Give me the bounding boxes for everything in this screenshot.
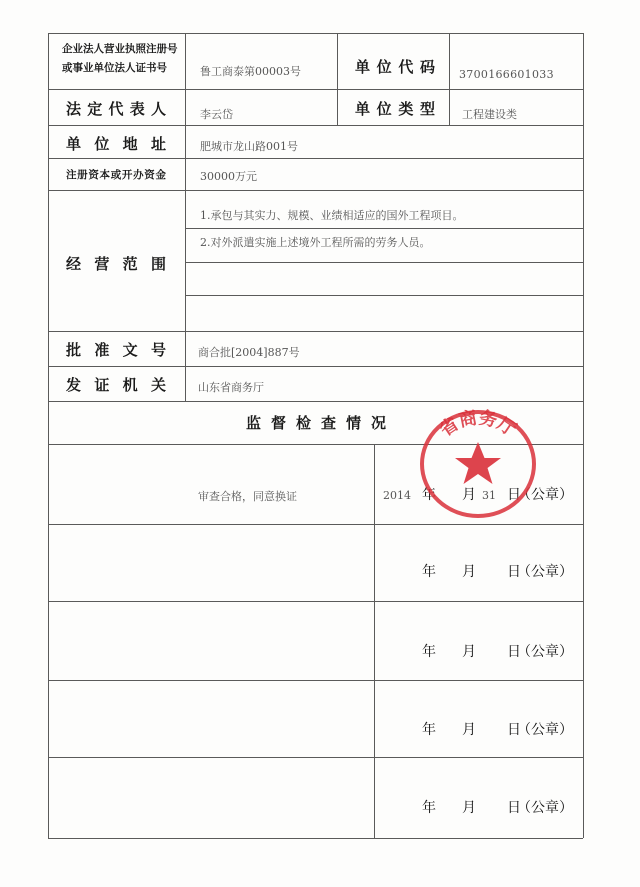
scope-label: 经营范围	[66, 255, 166, 273]
sup2-month: 月	[462, 564, 476, 580]
approval-value: 商合批[2004]887号	[198, 346, 300, 359]
sup3-year: 年	[422, 644, 436, 660]
rule	[48, 190, 583, 191]
rule	[48, 838, 583, 839]
sup2-year: 年	[422, 564, 436, 580]
capital-value: 30000万元	[200, 170, 257, 183]
sup1-month: 月	[462, 487, 476, 503]
sup3-seal: （公章）	[517, 644, 573, 660]
reg-value: 鲁工商泰第00003号	[200, 65, 301, 78]
sup2-seal: （公章）	[517, 564, 573, 580]
rule	[185, 228, 583, 229]
sup1-year: 年	[422, 487, 436, 503]
rule	[48, 366, 583, 367]
rule	[48, 125, 583, 126]
sup4-day: 日	[507, 722, 521, 738]
addr-value: 肥城市龙山路001号	[200, 140, 298, 153]
rule	[583, 33, 584, 838]
issuer-value: 山东省商务厅	[198, 381, 264, 394]
rule	[48, 331, 583, 332]
sup5-year: 年	[422, 800, 436, 816]
scope-item-1: 1.承包与其实力、规模、业绩相适应的国外工程项目。	[200, 209, 464, 222]
capital-label: 注册资本或开办资金	[66, 169, 166, 181]
sup1-year-value: 2014	[383, 489, 411, 502]
sup4-year: 年	[422, 722, 436, 738]
official-seal-stamp	[410, 400, 545, 525]
rule	[48, 33, 583, 34]
sup3-month: 月	[462, 644, 476, 660]
type-value: 工程建设类	[462, 108, 517, 121]
rule	[337, 33, 338, 125]
rule	[449, 33, 450, 125]
supervision-note: 审查合格，同意换证	[198, 490, 297, 503]
seal-text: 省商务厅	[436, 407, 520, 441]
reg-label-line1: 企业法人营业执照注册号	[62, 43, 178, 55]
sup5-month: 月	[462, 800, 476, 816]
sup2-day: 日	[507, 564, 521, 580]
issuer-label: 发证机关	[66, 376, 166, 394]
rule	[48, 89, 583, 90]
rule	[48, 680, 583, 681]
sup4-month: 月	[462, 722, 476, 738]
rule	[48, 33, 49, 838]
rule	[48, 757, 583, 758]
reg-label	[62, 40, 178, 78]
sup4-seal: （公章）	[517, 722, 573, 738]
rule	[185, 262, 583, 263]
rule	[185, 295, 583, 296]
code-label: 单位代码	[355, 58, 435, 76]
scope-item-2: 2.对外派遣实施上述境外工程所需的劳务人员。	[200, 236, 431, 249]
sup1-day: 日	[507, 487, 521, 503]
sup1-seal: （公章）	[517, 487, 573, 503]
rule	[374, 444, 375, 838]
addr-label: 单位地址	[66, 135, 166, 153]
approval-label: 批准文号	[66, 341, 166, 359]
sup1-day-value: 31	[482, 489, 496, 502]
rule	[185, 33, 186, 401]
supervision-title: 监督检查情况	[246, 414, 386, 432]
code-value: 3700166601033	[459, 68, 554, 81]
rule	[48, 601, 583, 602]
rep-label: 法定代表人	[66, 100, 166, 118]
type-label: 单位类型	[355, 100, 435, 118]
sup3-day: 日	[507, 644, 521, 660]
reg-label-line2: 或事业单位法人证书号	[62, 62, 167, 74]
sup5-day: 日	[507, 800, 521, 816]
rule	[48, 158, 583, 159]
star-icon	[455, 442, 501, 484]
rep-value: 李云岱	[200, 108, 233, 121]
sup5-seal: （公章）	[517, 800, 573, 816]
